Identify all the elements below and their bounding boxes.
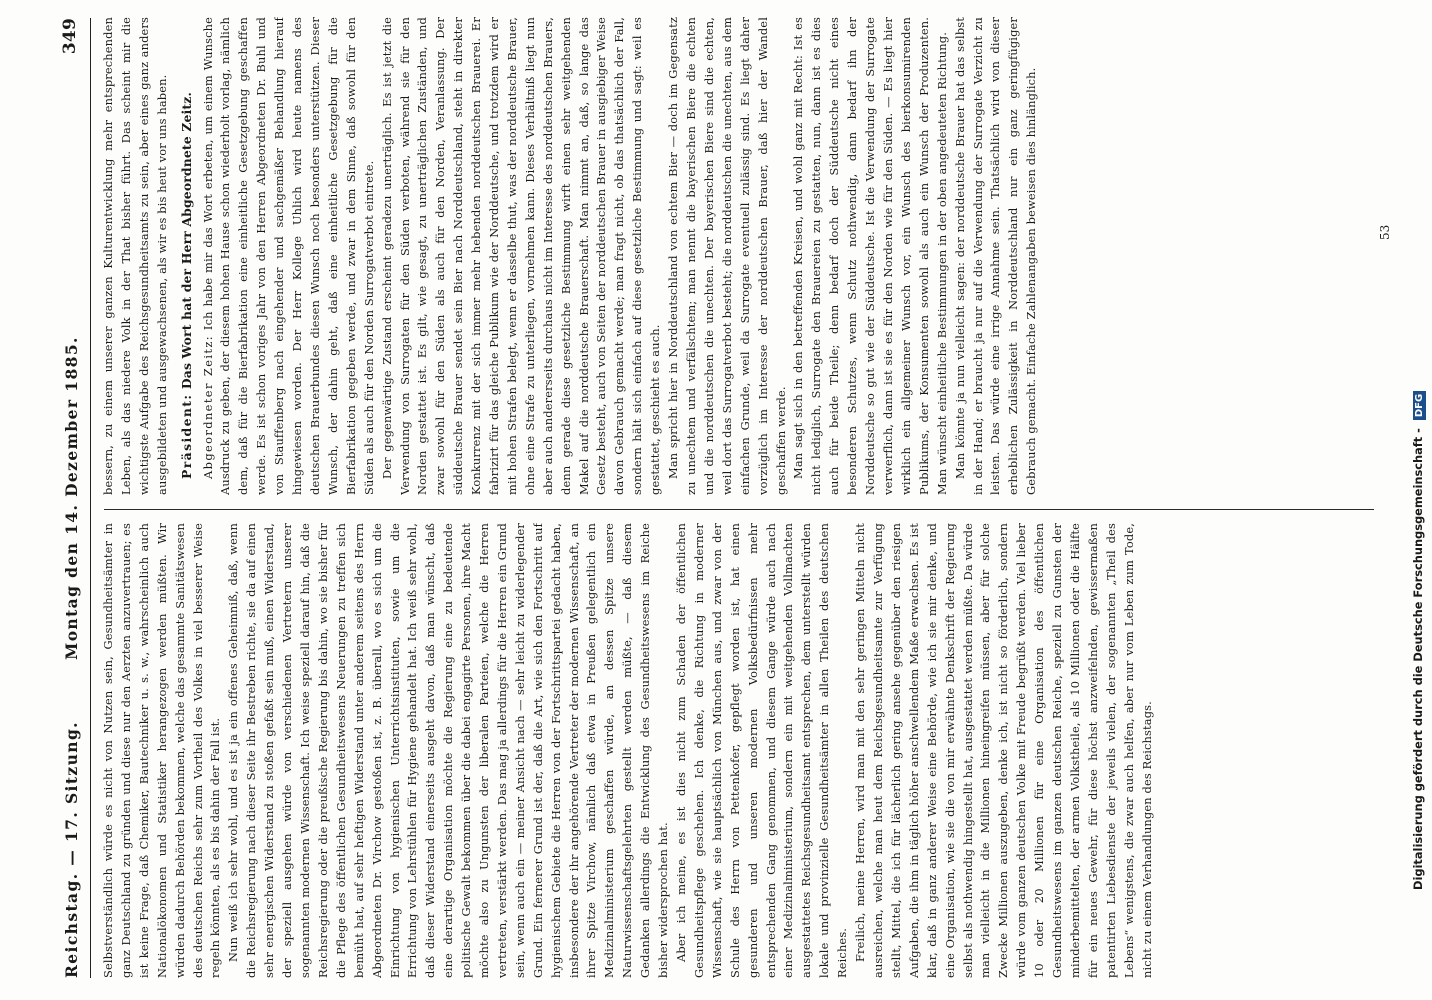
page-number: 349 [60,18,80,55]
speaker-label: Abgeordneter Zeitz: [200,334,215,479]
right-column [100,17,1380,495]
president-label: Präsident: [178,393,194,479]
session-heading: Reichstag. — 17. Sitzung. [62,721,81,978]
date-heading: Montag den 14. Dezember 1885. [62,336,81,660]
paragraph: Man sagt sich in den betreffenden Kreisen, und wohl ganz mit Recht: Ist es nicht lediglich, Surrogate den Brauereien zu gestatten, nun, dann ist es dies auch für beide Theile; denn bedarf doch der Süddeutsche nicht eines besonderen Schutzes, wenn Schutz nothwendig, dann bedarf ihn der Norddeutsche so gut wie der Süddeutsche. Ist die Verwendung der Surrogate verwerflich, dann ist sie es für den Norden wie für den Süden. — Es liegt hier wirklich ein allgemeiner Wunsch vor, ein Wunsch des bierkonsumirenden Publikums, der Konsumenten sowohl als auch ein Wunsch der Produzenten. Man wünscht einheitliche Bestimmungen in der oben angedeuteten Richtung. [791,17,949,495]
president-text: Das Wort hat der Herr Abgeordnete Zeitz. [178,92,194,390]
dfg-logo: DFG [1413,391,1426,420]
digitization-credit [1411,10,1426,890]
column-divider [104,509,1374,510]
speaker-text: Ich habe mir das Wort erbeten, um einem Wunsche Ausdruck zu geben, der diesem hohen Hause schon wiederholt vorlag, nämlich dem, daß für die Bierfabrikation eine einheitliche Gesetzgebung geschaffen werde. Es ist schon voriges Jahr von den Herren Abgeordneten Dr. Buhl und von Stauffenberg nach eingehender und sachgemäßer Behandlung hierauf hingewiesen worden. Der Herr Kollege Uhlich wird heute namens des deutschen Brauerbundes diesen Wunsch noch besonders unterstützen. Dieser Wunsch, der dahin geht, daß eine einheitliche Gesetzgebung für die Bierfabrikation gegeben werde, und zwar in dem Sinne, daß sowohl für den Süden als auch für den Norden Surrogatverbot eintrete. [200,17,376,495]
paragraph: bessern, zu einem unserer ganzen Kulturentwicklung mehr entsprechenden Leben, als das niedere Volk in der That bisher führt. Das scheint mir die wichtigste Aufgabe des Reichsgesundheitsamts zu sein, aber eines ganz anders ausgebildeten und ausgewachsenen, als wir es bis heut vor uns haben. [101,17,169,495]
digitization-text: Digitalisierung gefördert durch die Deutsche Forschungsgemeinschaft - [1411,428,1425,890]
paragraph: Nun weiß ich sehr wohl, und es ist ja ein offenes Geheimniß, daß, wenn die Reichsregierung nach dieser Seite ihr Bestreben richte, sie da auf einen sehr energischen Widerstand zu stoßen gefaßt sein muß, einen Widerstand, der speziell ausgehen würde von verschiedenen Vertretern unserer sogenannten modernen Wissenschaft. Ich weise speziell darauf hin, daß die Reichsregierung oder die preußische Regierung bis dahin, wo sie bisher für die Pflege des öffentlichen Gesundheitswesens Neuerungen zu treffen sich bemüht hat, auf sehr heftigen Widerstand unter anderem seitens des Herrn Abgeordneten Dr. Virchow gestoßen ist, z. B. überall, wo es sich um die Einrichtung von hygienischen Unterrichtsinstituten, sowie um die Errichtung von Lehrstühlen für Hygiene gehandelt hat. Ich weiß sehr wohl, daß dieser Widerstand einerseits ausgeht davon, daß man wünscht, daß eine derartige Organisation möchte die Regierung eine zu bedeutende politische Gewalt bekommen über die dabei engagirte Personen, ihre Macht möchte also zu Ungunsten der liberalen Parteien, welche die Herren vertreten, verstärkt werden. Das mag ja allerdings für die Herren ein Grund sein, wenn auch ein — meiner Ansicht nach — sehr leicht zu widerlegender Grund. Ein fernerer Grund ist der, daß die Art, wie sich den Fortschritt auf hygienischem Gebiete die Herren von der Fortschrittspartei gedacht haben, insbesondere der ihr angehörende Vertreter der modernen Wissenschaft, an ihrer Spitze Virchow, nämlich daß etwa in Preußen gelegentlich ein Medizinalministerium geschaffen würde, an dessen Spitze unsere Naturwissenschaftsgelehrten gestellt werden müßte, — daß diesem Gedanken allerdings die Entwicklung des Gesundheitswesens im Reiche bisher widersprochen hat. [226,523,671,978]
paragraph: Aber ich meine, es ist dies nicht zum Schaden der öffentlichen Gesundheitspflege geschehen. Ich denke, die Richtung in moderner Wissenschaft, wie sie hauptsächlich von München aus, und zwar von der Schule des Herrn von Pettenkofer, gepflegt worden ist, hat einen gesunderen und unseren modernen Volksbedürfnissen mehr entsprechenden Gang genommen, und diesem Gange würde auch nach einer Medizinalministerium, sondern ein mit weitgehenden Vollmachten ausgestattetes Reichsgesundheitsamt entsprechen, dem unterstellt würden lokale und provinzielle Gesundheitsämter in allen Theilen des deutschen Reiches. [674,523,850,978]
signature-mark: 53 [1378,224,1392,240]
paragraph: Der gegenwärtige Zustand erscheint geradezu unerträglich. Es ist jetzt die Verwendung von Surrogaten für den Süden verboten, während sie für den Norden gestattet ist. Es gilt, wie gesagt, zu unerträglichen Zuständen, und zwar sowohl für den Süden als auch für den Norden, Veranlassung. Der süddeutsche Brauer sendet sein Bier nach Norddeutschland, steht in direkter Konkurrenz mit der sich immer mehr hebenden norddeutschen Brauerei. Er fabrizirt für das gleiche Publikum wie der Norddeutsche, und trotzdem wird er mit hohen Strafen belegt, wenn er dasselbe thut, was der norddeutsche Brauer, ohne eine Strafe zu unterliegen, vornehmen kann. Dieses Verhältniß liegt nun aber auch andererseits durchaus nicht im Interesse des norddeutschen Brauers, denn gerade diese gesetzliche Bestimmung wirft einen sehr weitgehenden Makel auf die norddeutsche Brauerschaft. Man nimmt an, daß, so lange das Gesetz besteht, auch von Seiten der norddeutschen Brauer in ausgiebiger Weise davon Gebrauch gemacht werde; man fragt nicht, ob das thatsächlich der Fall, sondern hält sich einfach auf diese gesetzliche Bestimmung und sagt: weil es gestattet, geschieht es auch. [379,17,663,495]
newspaper-page [48,0,1403,1000]
paragraph: Man könnte ja nun vielleicht sagen: der norddeutsche Brauer hat das selbst in der Hand; er braucht ja nur auf die Verwendung der Surrogate Verzicht zu leisten. Das würde eine irrige Annahme sein. Thatsächlich wird von dieser erheblichen Zulässigkeit in Norddeutschland nur ein ganz geringfügiger Gebrauch gemacht. Einfache Zahlenangaben beweisen dies hinlänglich. [952,17,1039,495]
paragraph: Man spricht hier in Norddeutschland von echtem Bier — doch im Gegensatz zu unechtem und verfälschtem; man nennt die bayerischen Biere die echten und die norddeutschen die unechten. Der bayerischen Biere sind die echten, weil dort das Surrogatverbot besteht; die norddeutschen die unechten, aus dem einfachen Grunde, weil da Surrogate eventuell zulässig sind. Es liegt daher vorzüglich im Interesse der norddeutschen Brauer, daß hier der Wandel geschaffen werde. [666,17,788,495]
president-line [178,17,196,495]
page-header [50,18,91,978]
paragraph: Freilich, meine Herren, wird man mit den sehr geringen Mitteln nicht ausreichen, welche man heut dem Reichsgesundheitsamte zur Verfügung stellt, Mittel, die ich für lächerlich gering ansehe gegenüber den riesigen Aufgaben, die ihm in täglich höher anschwellendem Maße erwachsen. Es ist klar, daß in ganz anderer Weise eine Behörde, wie ich sie mir denke, und eine Organisation, wie sie die von mir erwähnte Denkschrift der Regierung selbst als nothwendig hingestellt hat, ausgestattet werden müßte. Da würde man vielleicht in die Millionen hineingreifen müssen, aber für solche Zwecke Millionen auszugeben, denke ich, ist nicht so förderlich, sondern würde vom ganzen deutschen Volke mit Freude begrüßt werden. Viel lieber 10 oder 20 Millionen für eine Organisation des öffentlichen Gesundheitswesens im ganzen deutschen Reiche, speziell zu Gunsten der minderbemittelten, der armen Volkstheile, als 10 Millionen oder die Hälfte für ein neues Gewehr, für diese höchst anzweifelnden, gewissermaßen patentirten Liebesdienste der jeweils vielen, der sogenannten „Theil des Lebens“ wenigstens, die zwar auch helfen, aber nur vom Leben zum Tode, nicht zu einem Verhandlungen des Reichstags. [853,523,1154,978]
paragraph: Selbstverständlich würde es nicht von Nutzen sein, Gesundheitsämter in ganz Deutschland zu gründen und diese nur den Aerzten anzuvertrauen; es ist keine Frage, daß Chemiker, Bautechniker u. s. w., wahrscheinlich auch Nationalökonomen und Statistiker herangezogen werden müßten. Wir würden dadurch Behörden bekommen, welche das gesammte Sanitätswesen des deutschen Reichs sehr zum Vortheil des Volkes in viel besserer Weise regeln könnten, als es bis dahin der Fall ist. [101,523,223,978]
paragraph [200,17,379,495]
left-column [100,523,1380,978]
